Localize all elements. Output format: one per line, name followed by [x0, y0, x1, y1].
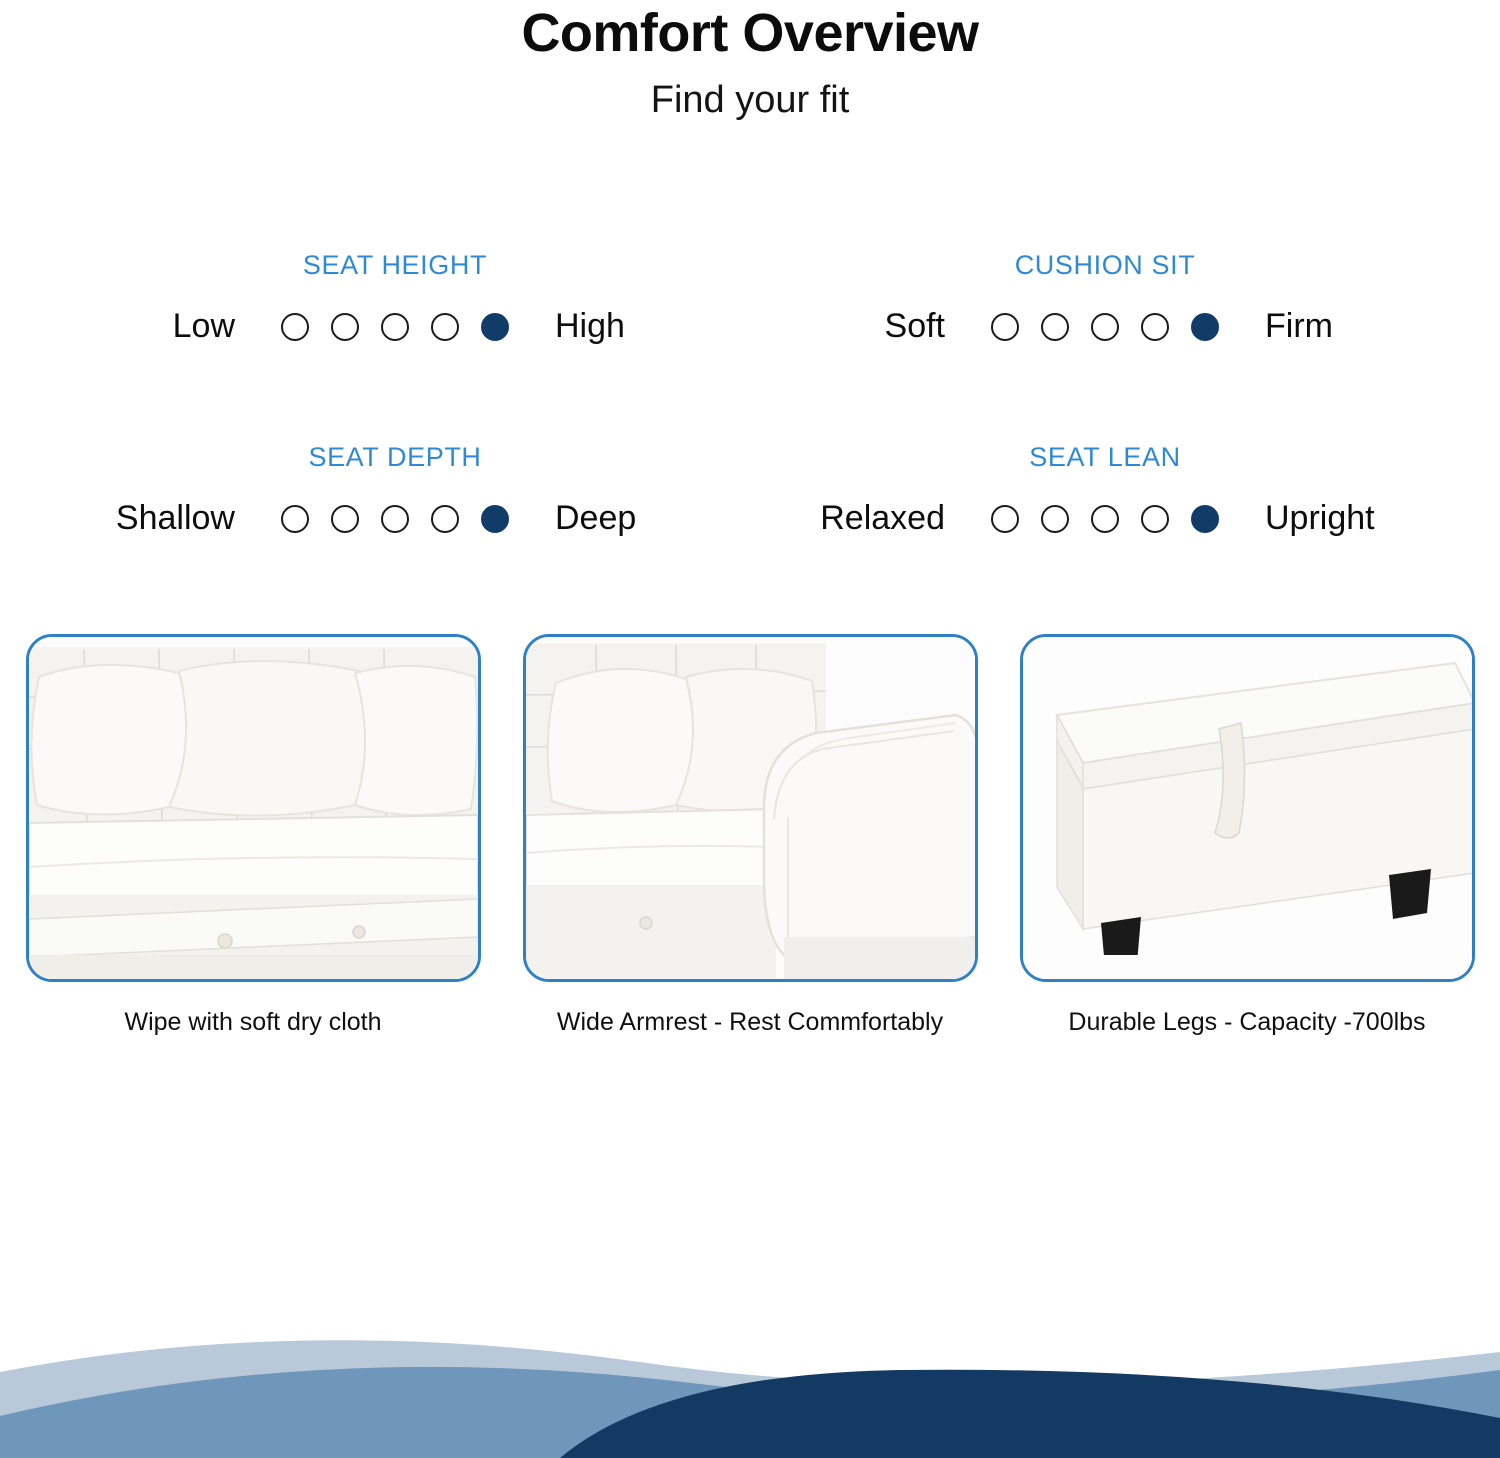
scale-dot-3[interactable]: [1091, 505, 1119, 533]
scale-dots: [281, 313, 509, 341]
scale-seat-depth: [40, 442, 750, 538]
scale-dots: [281, 505, 509, 533]
scale-dot-5-selected[interactable]: [481, 313, 509, 341]
scale-dot-5-selected[interactable]: [481, 505, 509, 533]
scale-dot-1[interactable]: [991, 505, 1019, 533]
scale-right-label: High: [555, 307, 625, 346]
scale-dot-4[interactable]: [431, 313, 459, 341]
scale-title: CUSHION SIT: [1014, 250, 1196, 281]
scale-seat-lean: [750, 442, 1460, 538]
scale-right-label: Deep: [555, 499, 637, 538]
page-title: Comfort Overview: [521, 3, 979, 63]
scale-dot-2[interactable]: [1041, 313, 1069, 341]
bottom-wave-decoration: [0, 1308, 1500, 1458]
scale-title: SEAT HEIGHT: [302, 250, 488, 281]
scale-dot-1[interactable]: [281, 313, 309, 341]
scale-dot-3[interactable]: [381, 505, 409, 533]
card-image-frame: [523, 634, 978, 982]
scale-dot-3[interactable]: [1091, 313, 1119, 341]
scale-title: SEAT DEPTH: [308, 442, 482, 473]
scale-title: SEAT LEAN: [1029, 442, 1181, 473]
scale-left-label: Relaxed: [820, 499, 945, 538]
scale-dot-5-selected[interactable]: [1191, 505, 1219, 533]
scale-left-label: Soft: [884, 307, 945, 346]
scale-dot-1[interactable]: [991, 313, 1019, 341]
card-image-frame: [1020, 634, 1475, 982]
scale-seat-height: [40, 250, 750, 346]
storage-ottoman-image: [1023, 637, 1472, 979]
scale-dot-4[interactable]: [1141, 313, 1169, 341]
scale-right-label: Upright: [1265, 499, 1375, 538]
feature-card-wipe-clean: [26, 634, 481, 1037]
scale-cushion-sit: [750, 250, 1460, 346]
scale-dot-1[interactable]: [281, 505, 309, 533]
card-caption: Durable Legs - Capacity -700lbs: [1068, 1008, 1426, 1037]
sofa-seat-closeup-image: [29, 637, 478, 979]
feature-cards: [0, 634, 1500, 1037]
comfort-scales: [0, 250, 1500, 538]
scale-dot-2[interactable]: [331, 313, 359, 341]
scale-row: [750, 499, 1460, 538]
scale-dot-4[interactable]: [431, 505, 459, 533]
scale-row: [40, 307, 750, 346]
card-image-frame: [26, 634, 481, 982]
card-caption: Wipe with soft dry cloth: [124, 1008, 382, 1037]
sofa-armrest-closeup-image: [526, 637, 975, 979]
scale-row: [40, 499, 750, 538]
scale-dot-2[interactable]: [331, 505, 359, 533]
scale-left-label: Shallow: [115, 499, 235, 538]
scale-dots: [991, 313, 1219, 341]
scale-dots: [991, 505, 1219, 533]
page-header: [0, 0, 1500, 122]
scale-left-label: Low: [172, 307, 235, 346]
scale-dot-3[interactable]: [381, 313, 409, 341]
scale-dot-2[interactable]: [1041, 505, 1069, 533]
scale-row: [750, 307, 1460, 346]
card-caption: Wide Armrest - Rest Commfortably: [556, 1008, 944, 1037]
scale-dot-4[interactable]: [1141, 505, 1169, 533]
scale-right-label: Firm: [1265, 307, 1333, 346]
feature-card-durable-legs: [1020, 634, 1475, 1037]
page-subtitle: Find your fit: [650, 79, 850, 122]
wave-graphic: [0, 1308, 1500, 1458]
feature-card-wide-armrest: [523, 634, 978, 1037]
scale-dot-5-selected[interactable]: [1191, 313, 1219, 341]
